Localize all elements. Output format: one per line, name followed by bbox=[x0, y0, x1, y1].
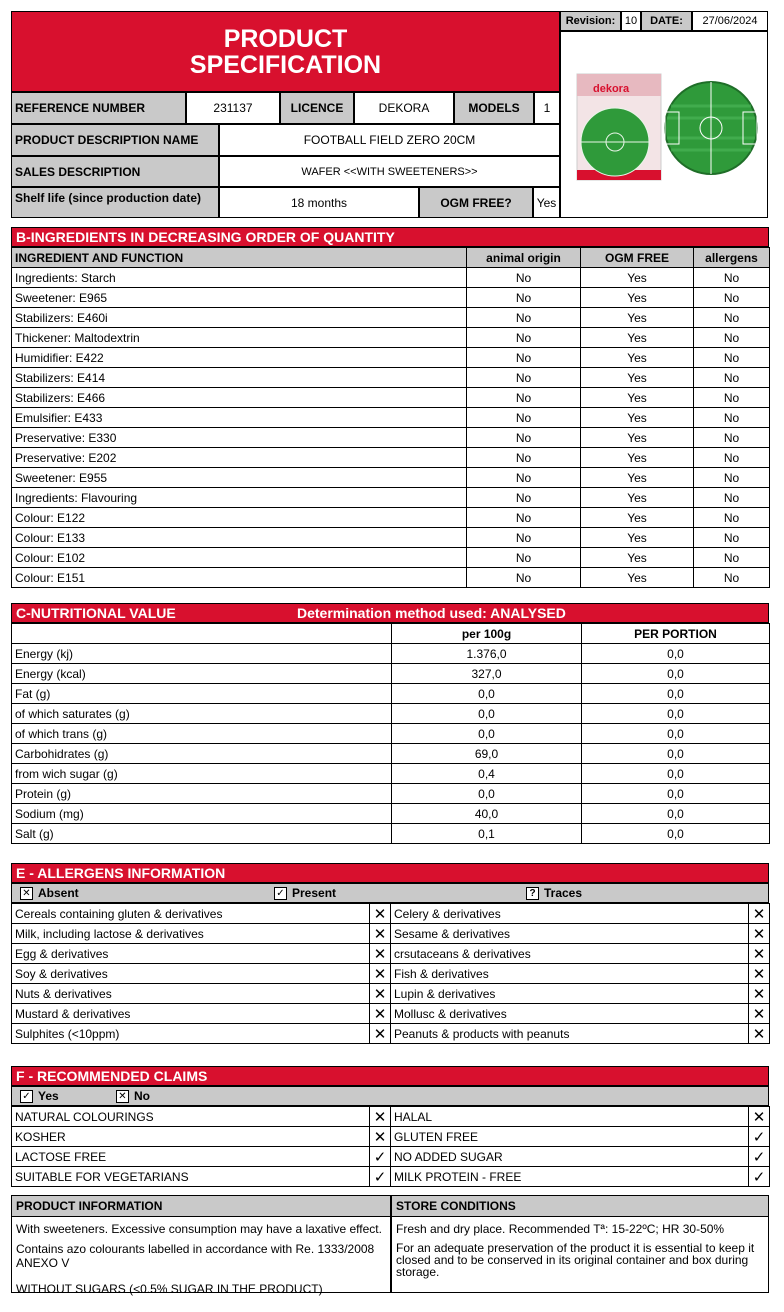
claims-item: HALAL bbox=[391, 1107, 749, 1127]
allergens-item: Peanuts & products with peanuts bbox=[391, 1024, 749, 1044]
allergens-legend-label: Absent bbox=[38, 886, 79, 900]
allergens-item: Lupin & derivatives bbox=[391, 984, 749, 1004]
nutrition-row bbox=[12, 704, 770, 724]
ingredient-cell: No bbox=[694, 408, 770, 428]
ingredient-cell: No bbox=[694, 448, 770, 468]
allergens-header: E - ALLERGENS INFORMATION bbox=[11, 863, 769, 883]
nutrition-value: 0,0 bbox=[582, 824, 770, 844]
shelf-life-label: Shelf life (since production date) bbox=[11, 187, 219, 218]
ingredient-row bbox=[12, 348, 770, 368]
ingredient-cell: No bbox=[467, 388, 581, 408]
nutrition-value: 0,0 bbox=[582, 764, 770, 784]
nutrition-row bbox=[12, 824, 770, 844]
date-value: 27/06/2024 bbox=[692, 11, 768, 31]
ingredient-row bbox=[12, 468, 770, 488]
nutrition-value: 0,0 bbox=[392, 704, 582, 724]
nutrition-name: from wich sugar (g) bbox=[12, 764, 392, 784]
claims-row bbox=[12, 1147, 770, 1167]
reference-value: 231137 bbox=[186, 92, 280, 124]
allergens-row bbox=[12, 1024, 770, 1044]
cross-mark-icon: ✕ bbox=[370, 944, 391, 964]
claims-item: NATURAL COLOURINGS bbox=[12, 1107, 370, 1127]
ingredient-cell: Yes bbox=[581, 568, 694, 588]
allergens-legend-item bbox=[274, 886, 336, 900]
nutrition-name: Carbohidrates (g) bbox=[12, 744, 392, 764]
ingredients-table bbox=[11, 247, 770, 588]
ingredient-name: Ingredients: Starch bbox=[12, 268, 467, 288]
nutrition-value: 0,0 bbox=[582, 784, 770, 804]
nutrition-table bbox=[11, 623, 770, 844]
allergens-row bbox=[12, 944, 770, 964]
check-mark-icon: ✓ bbox=[370, 1147, 391, 1167]
ingredient-cell: No bbox=[467, 568, 581, 588]
ingredient-row bbox=[12, 308, 770, 328]
product-info-line-1: With sweeteners. Excessive consumption may have a laxative effect. bbox=[16, 1222, 382, 1236]
allergens-row bbox=[12, 1004, 770, 1024]
ingredient-cell: No bbox=[467, 288, 581, 308]
allergens-legend-label: Present bbox=[292, 886, 337, 900]
nutrition-row bbox=[12, 804, 770, 824]
nutrition-title: C-NUTRITIONAL VALUE bbox=[16, 605, 176, 621]
sales-value: WAFER <<WITH SWEETENERS>> bbox=[219, 156, 560, 187]
check-mark-icon: ✓ bbox=[749, 1127, 770, 1147]
package-brand: dekora bbox=[593, 83, 630, 95]
revision-label: Revision: bbox=[560, 11, 621, 31]
ingredient-cell: No bbox=[467, 508, 581, 528]
nutrition-value: 0,0 bbox=[582, 644, 770, 664]
allergens-legend-symbol-icon: ? bbox=[526, 887, 539, 900]
ingredient-row bbox=[12, 328, 770, 348]
cross-mark-icon: ✕ bbox=[370, 964, 391, 984]
nutrition-name: Sodium (mg) bbox=[12, 804, 392, 824]
cross-mark-icon: ✕ bbox=[749, 904, 770, 924]
ingredient-cell: No bbox=[467, 548, 581, 568]
ingredient-cell: No bbox=[694, 568, 770, 588]
cross-mark-icon: ✕ bbox=[749, 944, 770, 964]
ingredient-cell: Yes bbox=[581, 348, 694, 368]
ingredient-cell: Yes bbox=[581, 388, 694, 408]
reference-label: REFERENCE NUMBER bbox=[11, 92, 186, 124]
ingredient-cell: No bbox=[694, 508, 770, 528]
nutrition-name: of which saturates (g) bbox=[12, 704, 392, 724]
shelf-life-value: 18 months bbox=[219, 187, 419, 218]
date-label: DATE: bbox=[641, 11, 692, 31]
cross-mark-icon: ✕ bbox=[749, 924, 770, 944]
claims-legend-item bbox=[116, 1089, 150, 1103]
claims-item: MILK PROTEIN - FREE bbox=[391, 1167, 749, 1187]
ingredients-header: B-INGREDIENTS IN DECREASING ORDER OF QUANTITY bbox=[11, 227, 769, 247]
ingredient-cell: No bbox=[694, 368, 770, 388]
nutrition-name: Fat (g) bbox=[12, 684, 392, 704]
allergens-item: Nuts & derivatives bbox=[12, 984, 370, 1004]
nutrition-col-header: PER PORTION bbox=[582, 624, 770, 644]
ingredient-row bbox=[12, 428, 770, 448]
ingredient-cell: Yes bbox=[581, 468, 694, 488]
ingredient-name: Sweetener: E965 bbox=[12, 288, 467, 308]
ingredient-name: Ingredients: Flavouring bbox=[12, 488, 467, 508]
cross-mark-icon: ✕ bbox=[370, 1024, 391, 1044]
store-line-1: Fresh and dry place. Recommended Tª: 15-22ºC; HR 30-50% bbox=[396, 1222, 725, 1236]
nutrition-row bbox=[12, 744, 770, 764]
ingredient-name: Stabilizers: E414 bbox=[12, 368, 467, 388]
nutrition-value: 0,0 bbox=[582, 664, 770, 684]
nutrition-value: 0,0 bbox=[582, 704, 770, 724]
nutrition-value: 0,0 bbox=[582, 804, 770, 824]
claims-legend-label: Yes bbox=[38, 1089, 59, 1103]
ingredient-cell: No bbox=[694, 348, 770, 368]
claims-item: LACTOSE FREE bbox=[12, 1147, 370, 1167]
claims-item: SUITABLE FOR VEGETARIANS bbox=[12, 1167, 370, 1187]
ogm-value: Yes bbox=[533, 187, 560, 218]
allergens-item: Mustard & derivatives bbox=[12, 1004, 370, 1024]
ingredient-cell: Yes bbox=[581, 408, 694, 428]
nutrition-value: 0,0 bbox=[392, 684, 582, 704]
ingredient-cell: No bbox=[467, 368, 581, 388]
nutrition-value: 0,0 bbox=[582, 684, 770, 704]
title-line-2: SPECIFICATION bbox=[189, 50, 382, 79]
nutrition-name: Salt (g) bbox=[12, 824, 392, 844]
cross-mark-icon: ✕ bbox=[370, 904, 391, 924]
claims-legend-symbol-icon: ✕ bbox=[116, 1090, 129, 1103]
product-information-box bbox=[11, 1195, 391, 1296]
ingredient-row bbox=[12, 548, 770, 568]
allergens-item: Cereals containing gluten & derivatives bbox=[12, 904, 370, 924]
ingredient-cell: No bbox=[694, 528, 770, 548]
nutrition-value: 1.376,0 bbox=[392, 644, 582, 664]
licence-value: DEKORA bbox=[354, 92, 454, 124]
ingredient-cell: No bbox=[467, 308, 581, 328]
allergens-legend-symbol-icon: ✕ bbox=[20, 887, 33, 900]
nutrition-value: 40,0 bbox=[392, 804, 582, 824]
ingredient-cell: Yes bbox=[581, 528, 694, 548]
cross-mark-icon: ✕ bbox=[749, 1107, 770, 1127]
cross-mark-icon: ✕ bbox=[370, 924, 391, 944]
ingredient-cell: No bbox=[694, 328, 770, 348]
ingredient-cell: Yes bbox=[581, 268, 694, 288]
claims-header: F - RECOMMENDED CLAIMS bbox=[11, 1066, 769, 1086]
allergens-item: Soy & derivatives bbox=[12, 964, 370, 984]
allergens-item: Sulphites (<10ppm) bbox=[12, 1024, 370, 1044]
ingredient-cell: No bbox=[467, 448, 581, 468]
ingredient-row bbox=[12, 488, 770, 508]
title-line-1: PRODUCT bbox=[223, 24, 348, 53]
product-image bbox=[560, 31, 768, 218]
ingredients-col-header: INGREDIENT AND FUNCTION bbox=[12, 248, 467, 268]
ingredient-row bbox=[12, 448, 770, 468]
allergens-item: Egg & derivatives bbox=[12, 944, 370, 964]
ingredient-cell: Yes bbox=[581, 508, 694, 528]
ingredient-name: Humidifier: E422 bbox=[12, 348, 467, 368]
nutrition-value: 0,0 bbox=[582, 744, 770, 764]
ingredient-name: Stabilizers: E460i bbox=[12, 308, 467, 328]
ogm-label: OGM FREE? bbox=[419, 187, 533, 218]
ingredient-name: Preservative: E330 bbox=[12, 428, 467, 448]
models-label: MODELS bbox=[454, 92, 534, 124]
cross-mark-icon: ✕ bbox=[370, 1107, 391, 1127]
nutrition-value: 0,0 bbox=[392, 724, 582, 744]
allergens-item: Celery & derivatives bbox=[391, 904, 749, 924]
nutrition-row bbox=[12, 644, 770, 664]
ingredient-cell: No bbox=[694, 428, 770, 448]
nutrition-value: 0,4 bbox=[392, 764, 582, 784]
claims-legend-item bbox=[20, 1089, 59, 1103]
ingredient-row bbox=[12, 268, 770, 288]
allergens-table bbox=[11, 903, 770, 1044]
ingredient-cell: No bbox=[694, 288, 770, 308]
allergens-row bbox=[12, 924, 770, 944]
ingredient-cell: No bbox=[694, 468, 770, 488]
ingredient-name: Thickener: Maltodextrin bbox=[12, 328, 467, 348]
nutrition-name: Energy (kcal) bbox=[12, 664, 392, 684]
nutrition-col-header bbox=[12, 624, 392, 644]
ingredient-row bbox=[12, 508, 770, 528]
ingredient-cell: No bbox=[467, 468, 581, 488]
ingredient-row bbox=[12, 528, 770, 548]
claims-table bbox=[11, 1106, 770, 1187]
nutrition-row bbox=[12, 724, 770, 744]
allergens-legend-item bbox=[20, 886, 79, 900]
allergens-legend-label: Traces bbox=[544, 886, 583, 900]
ingredient-name: Emulsifier: E433 bbox=[12, 408, 467, 428]
ingredients-col-header: animal origin bbox=[467, 248, 581, 268]
nutrition-method: Determination method used: ANALYSED bbox=[297, 605, 566, 621]
ingredient-name: Preservative: E202 bbox=[12, 448, 467, 468]
store-conditions-title: STORE CONDITIONS bbox=[392, 1196, 768, 1217]
ingredient-name: Colour: E151 bbox=[12, 568, 467, 588]
check-mark-icon: ✓ bbox=[370, 1167, 391, 1187]
claims-legend-symbol-icon: ✓ bbox=[20, 1090, 33, 1103]
ingredient-cell: No bbox=[467, 528, 581, 548]
nutrition-header bbox=[11, 603, 769, 623]
ingredient-cell: No bbox=[694, 488, 770, 508]
ingredient-cell: Yes bbox=[581, 328, 694, 348]
claims-row bbox=[12, 1107, 770, 1127]
product-information-title: PRODUCT INFORMATION bbox=[12, 1196, 390, 1217]
nutrition-value: 0,0 bbox=[392, 784, 582, 804]
cross-mark-icon: ✕ bbox=[749, 984, 770, 1004]
cross-mark-icon: ✕ bbox=[370, 984, 391, 1004]
check-mark-icon: ✓ bbox=[749, 1147, 770, 1167]
claims-legend-label: No bbox=[134, 1089, 150, 1103]
licence-label: LICENCE bbox=[280, 92, 354, 124]
ingredient-row bbox=[12, 568, 770, 588]
ingredient-cell: Yes bbox=[581, 448, 694, 468]
product-info-line-3: WITHOUT SUGARS (<0.5% SUGAR IN THE PRODUCT) bbox=[16, 1282, 323, 1296]
ingredient-cell: No bbox=[694, 548, 770, 568]
claims-row bbox=[12, 1127, 770, 1147]
ingredient-cell: Yes bbox=[581, 488, 694, 508]
ingredient-cell: No bbox=[467, 488, 581, 508]
ingredient-cell: No bbox=[467, 268, 581, 288]
claims-legend bbox=[11, 1086, 769, 1106]
ingredient-cell: No bbox=[694, 388, 770, 408]
store-conditions-box bbox=[391, 1195, 769, 1293]
ingredient-cell: No bbox=[467, 348, 581, 368]
allergens-item: crsutaceans & derivatives bbox=[391, 944, 749, 964]
claims-item: GLUTEN FREE bbox=[391, 1127, 749, 1147]
sales-label: SALES DESCRIPTION bbox=[11, 156, 219, 187]
allergens-legend bbox=[11, 883, 769, 903]
nutrition-value: 327,0 bbox=[392, 664, 582, 684]
allergens-legend-symbol-icon: ✓ bbox=[274, 887, 287, 900]
ingredient-row bbox=[12, 408, 770, 428]
nutrition-value: 69,0 bbox=[392, 744, 582, 764]
cross-mark-icon: ✕ bbox=[749, 964, 770, 984]
ingredient-cell: Yes bbox=[581, 548, 694, 568]
revision-value: 10 bbox=[621, 11, 641, 31]
claims-row bbox=[12, 1167, 770, 1187]
allergens-item: Mollusc & derivatives bbox=[391, 1004, 749, 1024]
allergens-row bbox=[12, 904, 770, 924]
check-mark-icon: ✓ bbox=[749, 1167, 770, 1187]
models-value: 1 bbox=[534, 92, 560, 124]
product-info-line-2: Contains azo colourants labelled in accordance with Re. 1333/2008 ANEXO V bbox=[16, 1242, 375, 1270]
nutrition-row bbox=[12, 684, 770, 704]
description-label: PRODUCT DESCRIPTION NAME bbox=[11, 124, 219, 156]
allergens-item: Fish & derivatives bbox=[391, 964, 749, 984]
nutrition-value: 0,1 bbox=[392, 824, 582, 844]
ingredients-col-header: OGM FREE bbox=[581, 248, 694, 268]
allergens-row bbox=[12, 964, 770, 984]
cross-mark-icon: ✕ bbox=[370, 1004, 391, 1024]
cross-mark-icon: ✕ bbox=[370, 1127, 391, 1147]
ingredient-row bbox=[12, 388, 770, 408]
allergens-item: Sesame & derivatives bbox=[391, 924, 749, 944]
nutrition-name: Protein (g) bbox=[12, 784, 392, 804]
description-value: FOOTBALL FIELD ZERO 20CM bbox=[219, 124, 560, 156]
claims-item: KOSHER bbox=[12, 1127, 370, 1147]
nutrition-name: Energy (kj) bbox=[12, 644, 392, 664]
ingredient-cell: No bbox=[467, 328, 581, 348]
ingredient-row bbox=[12, 368, 770, 388]
allergens-row bbox=[12, 984, 770, 1004]
ingredient-cell: Yes bbox=[581, 368, 694, 388]
ingredient-cell: No bbox=[694, 268, 770, 288]
ingredient-cell: Yes bbox=[581, 428, 694, 448]
ingredient-cell: No bbox=[467, 408, 581, 428]
ingredient-name: Colour: E133 bbox=[12, 528, 467, 548]
nutrition-row bbox=[12, 664, 770, 684]
title-banner bbox=[11, 11, 560, 92]
allergens-item: Milk, including lactose & derivatives bbox=[12, 924, 370, 944]
store-line-2: For an adequate preservation of the product it is essential to keep it closed and to be conserved in its original container and box during storage. bbox=[396, 1241, 755, 1279]
nutrition-value: 0,0 bbox=[582, 724, 770, 744]
ingredient-name: Sweetener: E955 bbox=[12, 468, 467, 488]
ingredient-cell: Yes bbox=[581, 288, 694, 308]
ingredient-name: Stabilizers: E466 bbox=[12, 388, 467, 408]
ingredient-name: Colour: E122 bbox=[12, 508, 467, 528]
ingredient-cell: No bbox=[694, 308, 770, 328]
nutrition-row bbox=[12, 764, 770, 784]
claims-item: NO ADDED SUGAR bbox=[391, 1147, 749, 1167]
cross-mark-icon: ✕ bbox=[749, 1024, 770, 1044]
nutrition-row bbox=[12, 784, 770, 804]
ingredient-cell: No bbox=[467, 428, 581, 448]
product-photo-svg bbox=[561, 32, 767, 217]
nutrition-name: of which trans (g) bbox=[12, 724, 392, 744]
ingredient-cell: Yes bbox=[581, 308, 694, 328]
nutrition-col-header: per 100g bbox=[392, 624, 582, 644]
ingredient-name: Colour: E102 bbox=[12, 548, 467, 568]
ingredients-col-header: allergens bbox=[694, 248, 770, 268]
ingredient-row bbox=[12, 288, 770, 308]
allergens-legend-item bbox=[526, 886, 582, 900]
cross-mark-icon: ✕ bbox=[749, 1004, 770, 1024]
